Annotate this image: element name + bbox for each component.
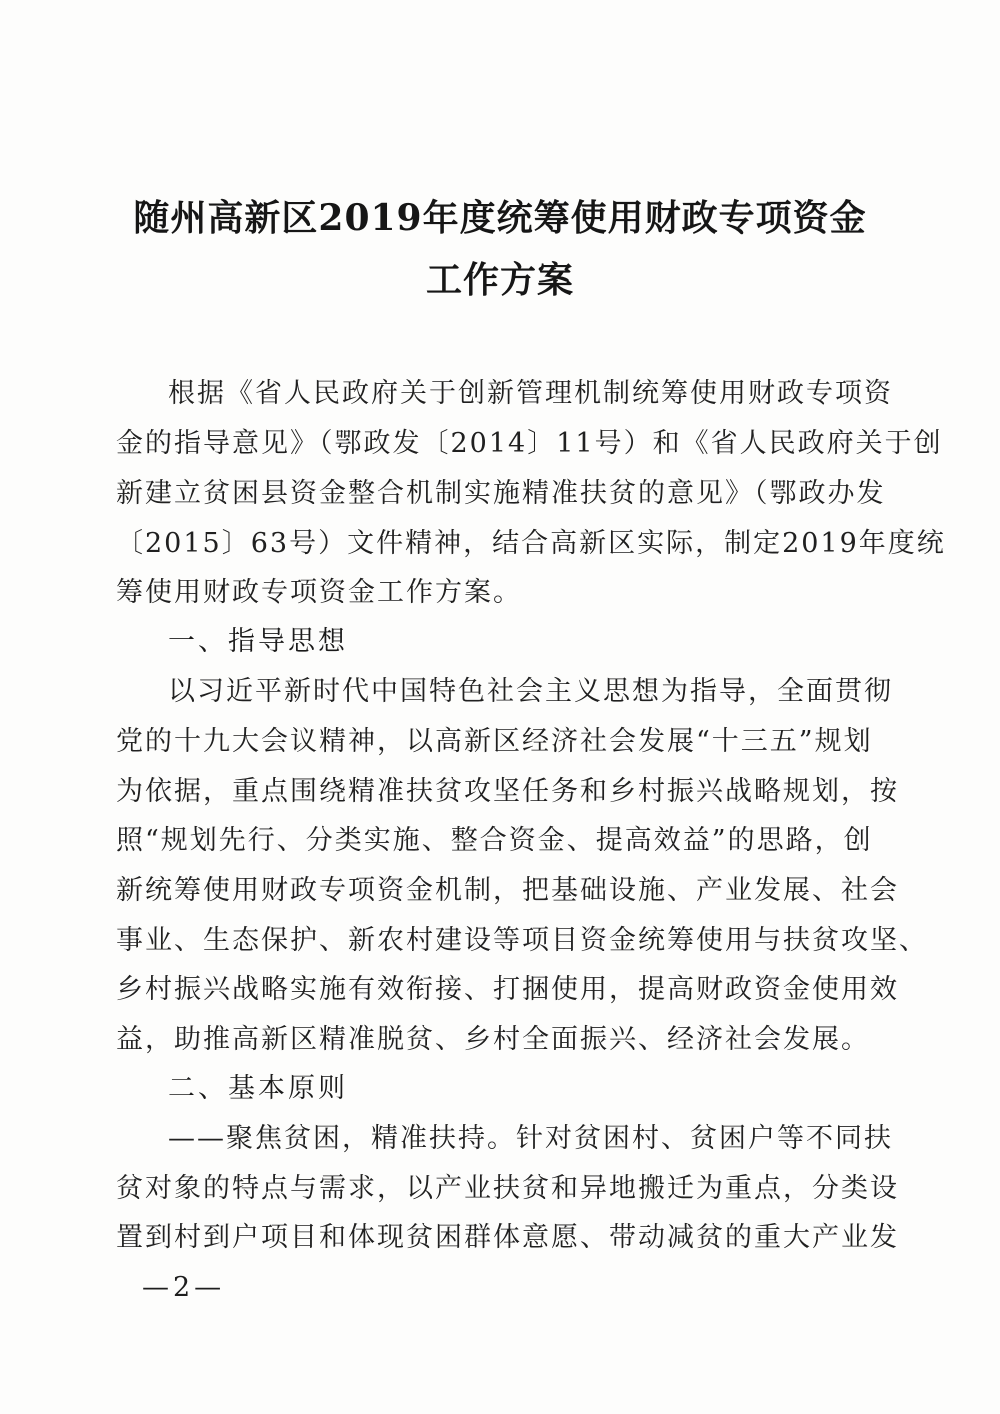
section2-line-2: 贫对象的特点与需求，以产业扶贫和异地搬迁为重点，分类设: [116, 1173, 899, 1204]
section-heading-basic-principles: 二、基本原则: [168, 1073, 348, 1104]
intro-line-1: 根据《省人民政府关于创新管理机制统筹使用财政专项资: [168, 378, 893, 409]
page-number: —2—: [142, 1272, 226, 1303]
section1-line-6: 事业、生态保护、新农村建设等项目资金统筹使用与扶贫攻坚、: [116, 925, 928, 956]
section-heading-guiding-ideology: 一、指导思想: [168, 626, 348, 657]
section1-line-4: 照“规划先行、分类实施、整合资金、提高效益”的思路，创: [116, 825, 873, 856]
section2-line-3: 置到村到户项目和体现贫困群体意愿、带动减贫的重大产业发: [116, 1222, 899, 1253]
intro-line-5: 筹使用财政专项资金工作方案。: [116, 577, 522, 608]
document-title-line-2: 工作方案: [425, 259, 574, 301]
intro-line-4: 〔2015〕63号）文件精神，结合高新区实际，制定2019年度统: [116, 528, 946, 559]
section2-line-1: ——聚焦贫困，精准扶持。针对贫困村、贫困户等不同扶: [168, 1123, 893, 1154]
intro-line-2: 金的指导意见》（鄂政发〔2014〕11号）和《省人民政府关于创: [116, 428, 943, 459]
section1-line-2: 党的十九大会议精神，以高新区经济社会发展“十三五”规划: [116, 726, 873, 757]
section1-line-1: 以习近平新时代中国特色社会主义思想为指导，全面贯彻: [168, 676, 893, 707]
section1-line-8: 益，助推高新区精准脱贫、乡村全面振兴、经济社会发展。: [116, 1024, 870, 1055]
section1-line-7: 乡村振兴战略实施有效衔接、打捆使用，提高财政资金使用效: [116, 974, 899, 1005]
intro-line-3: 新建立贫困县资金整合机制实施精准扶贫的意见》（鄂政办发: [116, 478, 886, 509]
section1-line-5: 新统筹使用财政专项资金机制，把基础设施、产业发展、社会: [116, 875, 899, 906]
section1-line-3: 为依据，重点围绕精准扶贫攻坚任务和乡村振兴战略规划，按: [116, 776, 899, 807]
document-title-line-1: 随州高新区2019年度统筹使用财政专项资金: [133, 197, 867, 239]
